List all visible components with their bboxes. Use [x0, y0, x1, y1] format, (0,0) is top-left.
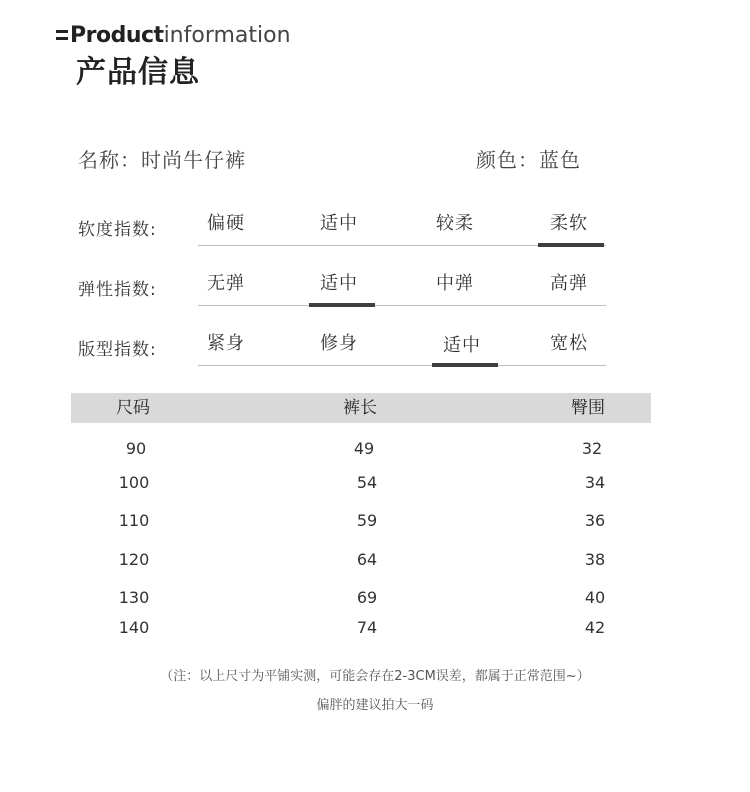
softness-selected-marker — [538, 243, 604, 247]
table-cell: 36 — [584, 511, 606, 530]
header-bar-bottom — [56, 37, 68, 40]
header-bar-top — [56, 30, 68, 33]
softness-option-2: 适中 — [320, 213, 358, 234]
fit-rule — [198, 365, 606, 366]
fit-selected-marker — [432, 363, 498, 367]
fit-index-label: 版型指数: — [78, 340, 157, 360]
size-column-header: 尺码 — [116, 398, 150, 418]
fit-option-1: 紧身 — [207, 333, 245, 354]
length-column-header: 裤长 — [343, 398, 377, 418]
measurement-note: （注：以上尺寸为平铺实测，可能会存在2-3CM误差，都属于正常范围~） — [160, 669, 590, 684]
table-cell: 42 — [584, 618, 606, 637]
elasticity-selected-marker — [309, 303, 375, 307]
elasticity-option-4: 高弹 — [550, 273, 588, 294]
softness-index-label: 软度指数: — [78, 220, 157, 240]
title-en-light: information — [163, 23, 291, 48]
table-cell: 110 — [118, 511, 150, 530]
page-title: 产品信息 — [76, 55, 200, 90]
size-advice: 偏胖的建议拍大一码 — [316, 698, 434, 713]
softness-option-1: 偏硬 — [207, 213, 245, 234]
table-cell: 90 — [125, 439, 147, 458]
fit-option-3: 适中 — [443, 335, 481, 356]
table-cell: 54 — [356, 473, 378, 492]
table-cell: 49 — [353, 439, 375, 458]
elasticity-index-label: 弹性指数: — [78, 280, 157, 300]
table-cell: 59 — [356, 511, 378, 530]
table-cell: 120 — [118, 550, 150, 569]
softness-option-3: 较柔 — [436, 213, 474, 234]
title-english — [70, 22, 291, 50]
elasticity-rule — [198, 305, 606, 306]
product-color: 颜色：蓝色 — [476, 148, 581, 172]
fit-option-4: 宽松 — [550, 333, 588, 354]
title-en-bold: Product — [70, 23, 164, 48]
hip-column-header: 臀围 — [571, 398, 605, 418]
table-cell: 100 — [118, 473, 150, 492]
fit-option-2: 修身 — [320, 333, 358, 354]
table-cell: 130 — [118, 588, 150, 607]
softness-option-4: 柔软 — [550, 213, 588, 234]
elasticity-option-3: 中弹 — [436, 273, 474, 294]
table-cell: 69 — [356, 588, 378, 607]
table-cell: 40 — [584, 588, 606, 607]
table-cell: 32 — [581, 439, 603, 458]
elasticity-option-2: 适中 — [320, 273, 358, 294]
elasticity-option-1: 无弹 — [207, 273, 245, 294]
product-name: 名称：时尚牛仔裤 — [78, 148, 246, 172]
table-cell: 34 — [584, 473, 606, 492]
table-cell: 64 — [356, 550, 378, 569]
table-cell: 140 — [118, 618, 150, 637]
table-cell: 74 — [356, 618, 378, 637]
table-cell: 38 — [584, 550, 606, 569]
